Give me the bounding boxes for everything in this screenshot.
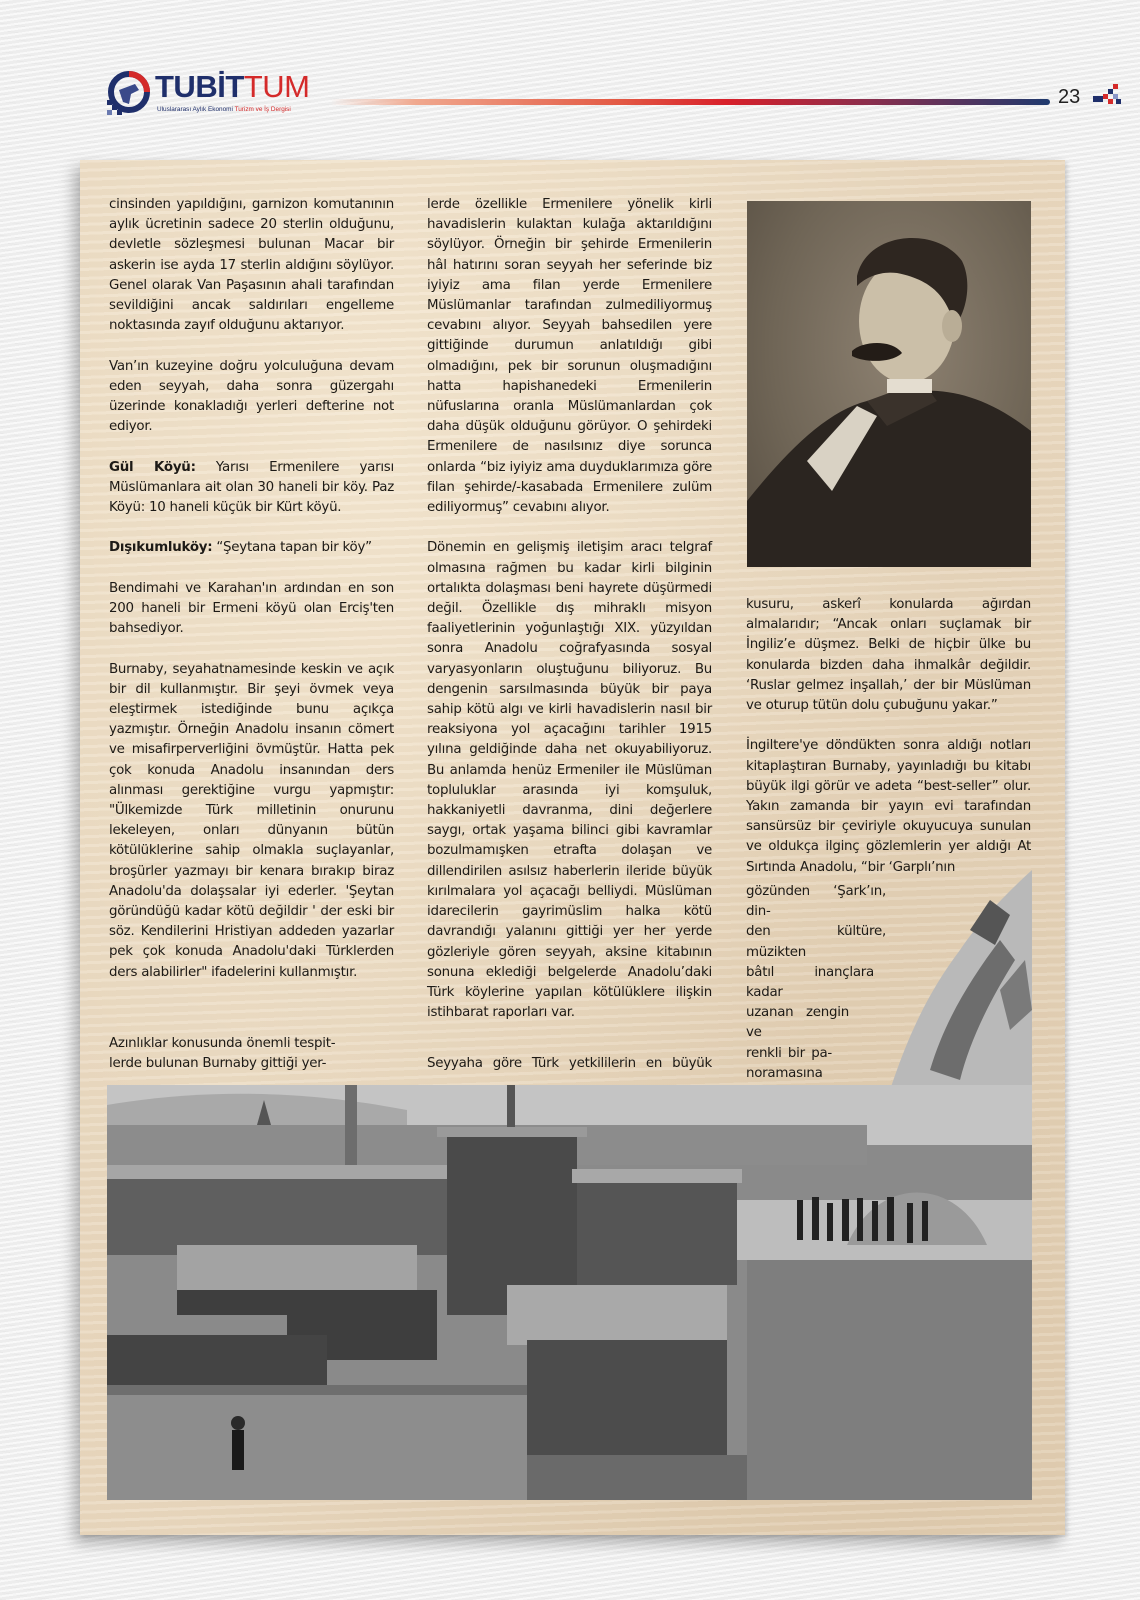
logo-tagline: Uluslararası Aylık Ekonomi Turizm ve İş Dergisi xyxy=(157,106,291,113)
paragraph: Gül Köyü: Yarısı Ermenilere yarısı Müslümanlara ait olan 30 haneli bir köy. Paz Köyü: 10 haneli küçük bir Kürt köyü. xyxy=(109,459,394,516)
paragraph: Burnaby, seyahatnamesinde keskin ve açık bir dil kullanmıştır. Bir şeyi övmek veya eleştirmek istediğinde bunu açıkça yazmıştır. Örneğin Anadolu insanın cömert ve misafirperverliğini övmüştür. Hatta pek çok konuda Anadolu insanından ders alınması gerektiğine vurgu yapmıştır: "Ülkemizde Türk milletinin onurunu lekeleyen, onları dünyanın bütün kötülüklerine sahip olmakla suçlayanlar, broşürler yazmayı bir kenara bırakıp biraz Anadolu'da dolaşsalar iyi ederler. 'Şeytan göründüğü kadar kötü değildir ' der eski bir söz. Kendilerini Hristiyan addeden yazarlar pek çok konuda Anadolu'daki Türklerden ders alabilirler" ifadelerini kullanmıştır. xyxy=(109,661,394,980)
article-column-2-continued: Seyyaha göre Türk yetkililerin en büyük xyxy=(427,1056,712,1071)
article-column-2 xyxy=(427,195,712,1044)
article-column-3 xyxy=(746,595,1031,898)
logo-mark-icon xyxy=(105,70,151,116)
paragraph: İngiltere'ye döndükten sonra aldığı notları kitaplaştıran Burnaby, yayınladığı bu kitabı büyük ilgi görür ve adeta “best-seller” olur. Yakın zamanda bir yayın evi tarafından sansürsüz bir çeviriyle okuyucuya sunulan ve oldukça ilginç gözlemlerin yer aldığı At Sırtında Anadolu, “bir ‘Garplı’nın xyxy=(746,738,1031,875)
page-number: 23 xyxy=(1058,86,1081,108)
paragraph: Dönemin en gelişmiş iletişim aracı telgraf olmasına rağmen bu kadar kirli bilginin ortalıkta dolaşması beni hayrete düşürmedi değil. Özellikle dış mihraklı misyon faaliyetlerinin yoğunlaştığı XIX. yüzyıldan sonra Anadolu coğrafyasında sosyal varyasyonların oluştuğunu biliyoruz. Bu dengenin sarsılmasında büyük bir paya sahip kötü algı ve kirli havadislerin nasıl bir reaksiyona yol açacağını tarihler 1915 yılına geldiğinde daha net okuyabiliyoruz. Bu anlamda henüz Ermeniler ile Müslüman topluluklar arasında iyi komşuluk, hakkaniyetli davranma, dini değerlere saygı, ortak yaşama bilinci gibi kavramlar bozulmamışken etrafta dolaşan ve dillendirilen asılsız haberlerin ileride büyük kırılmalara yol açacağı belliydi. Müslüman idarecilerin gayrimüslim halka kötü davrandığı yalanını gittiği yer her yerde gözleriyle gören seyyah, aksine kitabının sonuna eklediği belgelerde Anadolu’daki Türk köylerine yapılan kötülüklere ilişkin istihbarat raporları var. xyxy=(427,540,712,1021)
checker-decoration-icon xyxy=(1093,82,1121,106)
magazine-header xyxy=(105,68,1081,118)
article-column-1 xyxy=(109,195,394,1003)
logo-text-secondary: TUM xyxy=(243,69,310,104)
town-rooftops-photo xyxy=(107,1085,1032,1500)
header-gradient-bar xyxy=(330,99,1050,105)
paragraph: Bendimahi ve Karahan'ın ardından en son 200 haneli bir Ermeni köyü olan Erciş'ten bahsediyor. xyxy=(109,580,394,637)
paragraph: Dışıkumluköy: “Şeytana tapan bir köy” xyxy=(109,540,372,556)
portrait-photo xyxy=(747,201,1031,567)
portrait-figure-icon xyxy=(747,201,1031,567)
paragraph: Van’ın kuzeyine doğru yolculuğuna devam eden seyyah, daha sonra güzergahı üzerinde konakladığı yerleri defterine not ediyor. xyxy=(109,358,394,435)
article-column-1-continued: Azınlıklar konusunda önemli tespit- lerde bulunan Burnaby gittiği yer- xyxy=(109,1036,336,1072)
paragraph: lerde özellikle Ermenilere yönelik kirli havadislerin kulaktan kulağa aktarıldığını söylüyor. Örneğin bir şehirde Ermenilerin hâl hatırını soran seyyah her seferinde biz iyiyiz ama filan yerde Ermenilere Müslümanlar tarafından zulmediliyormuş cevabını alıyor. Seyyah bahsedilen yere gittiğinde durumun anlatıldığı gibi olmadığını, pek bir sorunun oluşmadığını hatta hapishanedeki Ermenilerin nüfuslarına oranla Müslümanlardan çok daha düşük olduğunu görüyor. O şehirdeki Ermenilere de nasılsınız diye sorunca onlarda “biz iyiyiz ama duyduklarımıza göre filan şehirde/-kasabada Ermenilere zulüm ediliyormuş” cevabını alıyor. xyxy=(427,197,712,516)
subheading-disikumlukoy: Dışıkumluköy: xyxy=(109,540,213,556)
subheading-gul-koyu: Gül Köyü: xyxy=(109,459,196,475)
paragraph: kusuru, askerî konularda ağırdan almalarıdır; “Ancak onları suçlamak bir İngiliz’e düşmez. Belki de hiçbir ülke bu konularda bizden daha ihmalkâr değildir. ‘Ruslar gelmez inşallah,’ der bir Müslüman ve oturup tütün dolu çubuğunu yakar.” xyxy=(746,597,1031,714)
article-column-3-wrap: gözünden ‘Şark’ın, din- den kültüre, müzikten bâtıl inançlara kadar uzanan zengin ve renkli bir pa- noramasına xyxy=(746,884,886,1081)
logo-text-primary: TUBİT xyxy=(155,69,244,104)
tubittum-logo xyxy=(105,68,315,118)
paragraph: cinsinden yapıldığını, garnizon komutanının aylık ücretinin sadece 20 sterlin olduğunu, devletle sözleşmesi bulunan Macar bir askerin ise ayda 17 sterlin aldığını söylüyor. Genel olarak Van Paşasının ahali tarafından sevildiğini ancak saldırıları engelleme noktasında zayıf olduğunu aktarıyor. xyxy=(109,197,394,334)
